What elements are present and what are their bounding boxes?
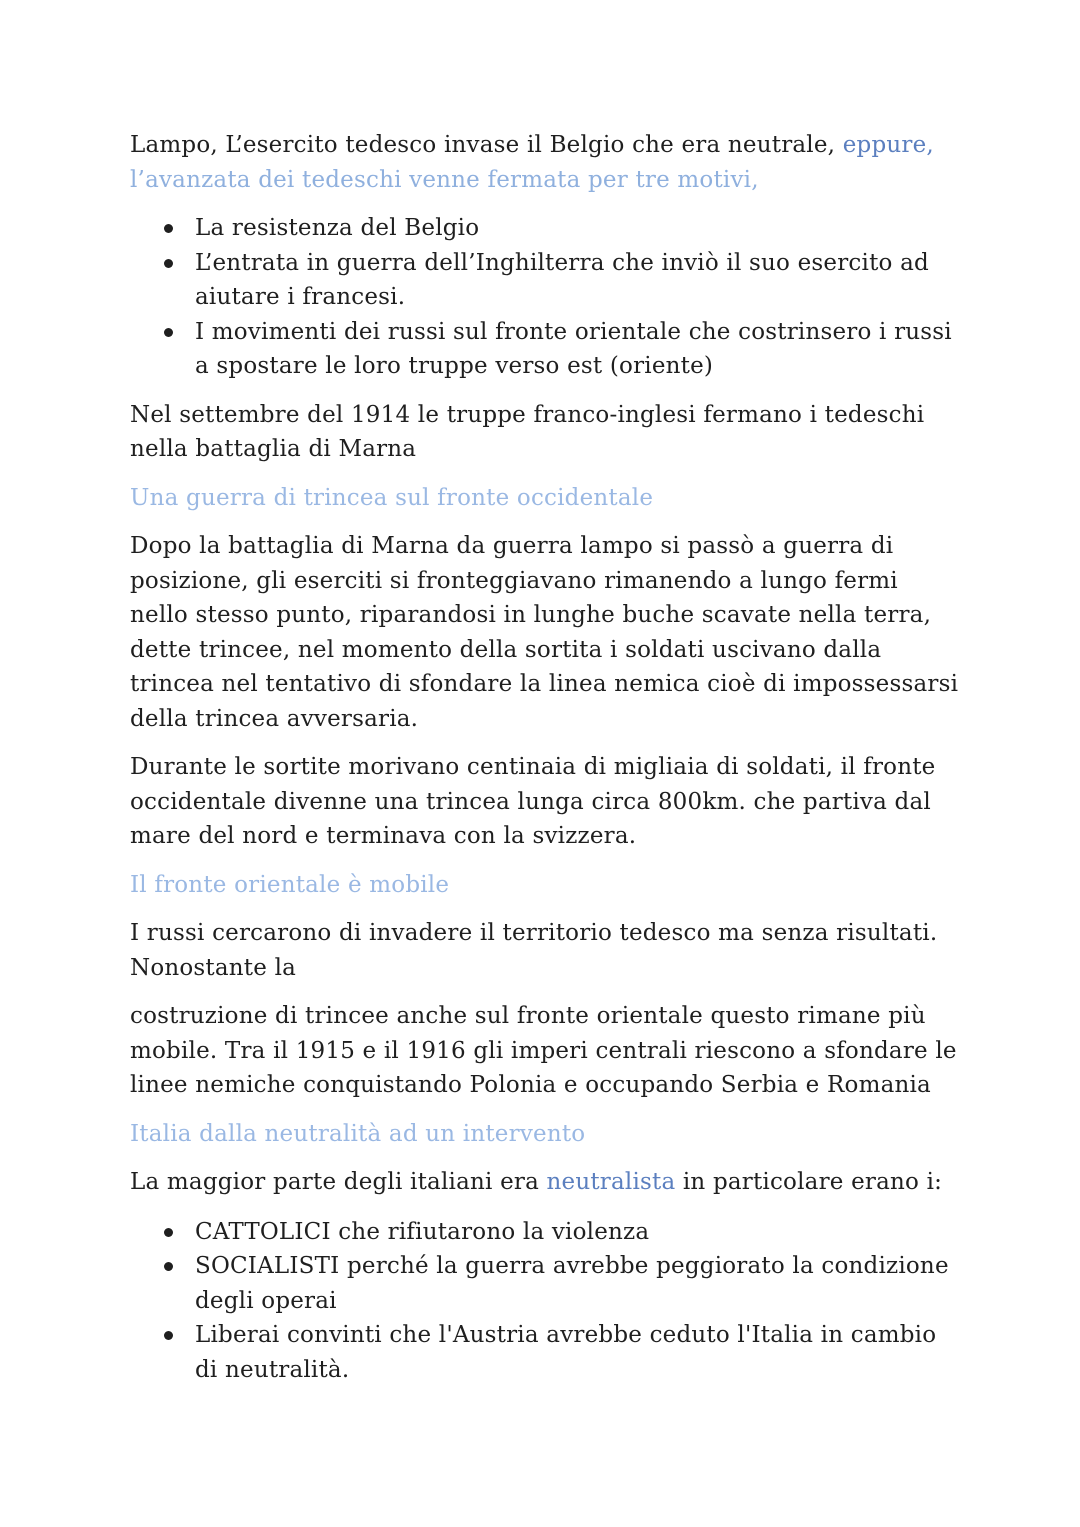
list-item: Liberai convinti che l'Austria avrebbe ceduto l'Italia in cambio di neutralità. (195, 1318, 960, 1387)
document-page (130, 128, 960, 1401)
orientale-paragraph-1: I russi cercarono di invadere il territorio tedesco ma senza risultati. Nonostante la (130, 920, 938, 981)
section-heading-italia: Italia dalla neutralità ad un intervento (130, 1120, 586, 1147)
section-heading-trincea: Una guerra di trincea sul fronte occidentale (130, 484, 654, 511)
italia-intro-after: in particolare erano i: (675, 1169, 943, 1195)
italia-intro-before: La maggior parte degli italiani era (130, 1169, 547, 1195)
list-item: I movimenti dei russi sul fronte orientale che costrinsero i russi a spostare le loro truppe verso est (oriente) (195, 315, 960, 384)
marna-paragraph: Nel settembre del 1914 le truppe franco-inglesi fermano i tedeschi nella battaglia di Marna (130, 401, 925, 462)
list-item: L’entrata in guerra dell’Inghilterra che inviò il suo esercito ad aiutare i francesi. (195, 246, 960, 315)
reasons-list (130, 211, 960, 384)
section-heading-orientale: Il fronte orientale è mobile (130, 871, 450, 898)
list-item: CATTOLICI che rifiutarono la violenza (195, 1215, 960, 1250)
trincea-paragraph-1: Dopo la battaglia di Marna da guerra lampo si passò a guerra di posizione, gli eserciti si fronteggiavano rimanendo a lungo fermi nello stesso punto, riparandosi in lunghe buche scavate nella terra, dette trincee, nel momento della sortita i soldati uscivano dalla trincea nel tentativo di sfondare la linea nemica cioè di impossessarsi della trincea avversaria. (130, 533, 959, 732)
neutralisti-list (130, 1215, 960, 1388)
trincea-paragraph-2: Durante le sortite morivano centinaia di migliaia di soldati, il fronte occidentale divenne una trincea lunga circa 800km. che partiva dal mare del nord e terminava con la svizzera. (130, 754, 936, 849)
intro-text: Lampo, L’esercito tedesco invase il Belgio che era neutrale, (130, 132, 843, 158)
italia-intro-highlight: neutralista (546, 1169, 676, 1195)
list-item: La resistenza del Belgio (195, 211, 960, 246)
intro-paragraph (130, 128, 960, 197)
intro-highlight-motivi: l’avanzata dei tedeschi venne fermata per tre motivi, (130, 166, 759, 193)
orientale-paragraph-2: costruzione di trincee anche sul fronte orientale questo rimane più mobile. Tra il 1915 e il 1916 gli imperi centrali riescono a sfondare le linee nemiche conquistando Polonia e occupando Serbia e Romania (130, 1003, 957, 1098)
italia-intro-paragraph (130, 1165, 960, 1200)
intro-highlight-eppure: eppure, (842, 132, 934, 158)
list-item: SOCIALISTI perché la guerra avrebbe peggiorato la condizione degli operai (195, 1249, 960, 1318)
